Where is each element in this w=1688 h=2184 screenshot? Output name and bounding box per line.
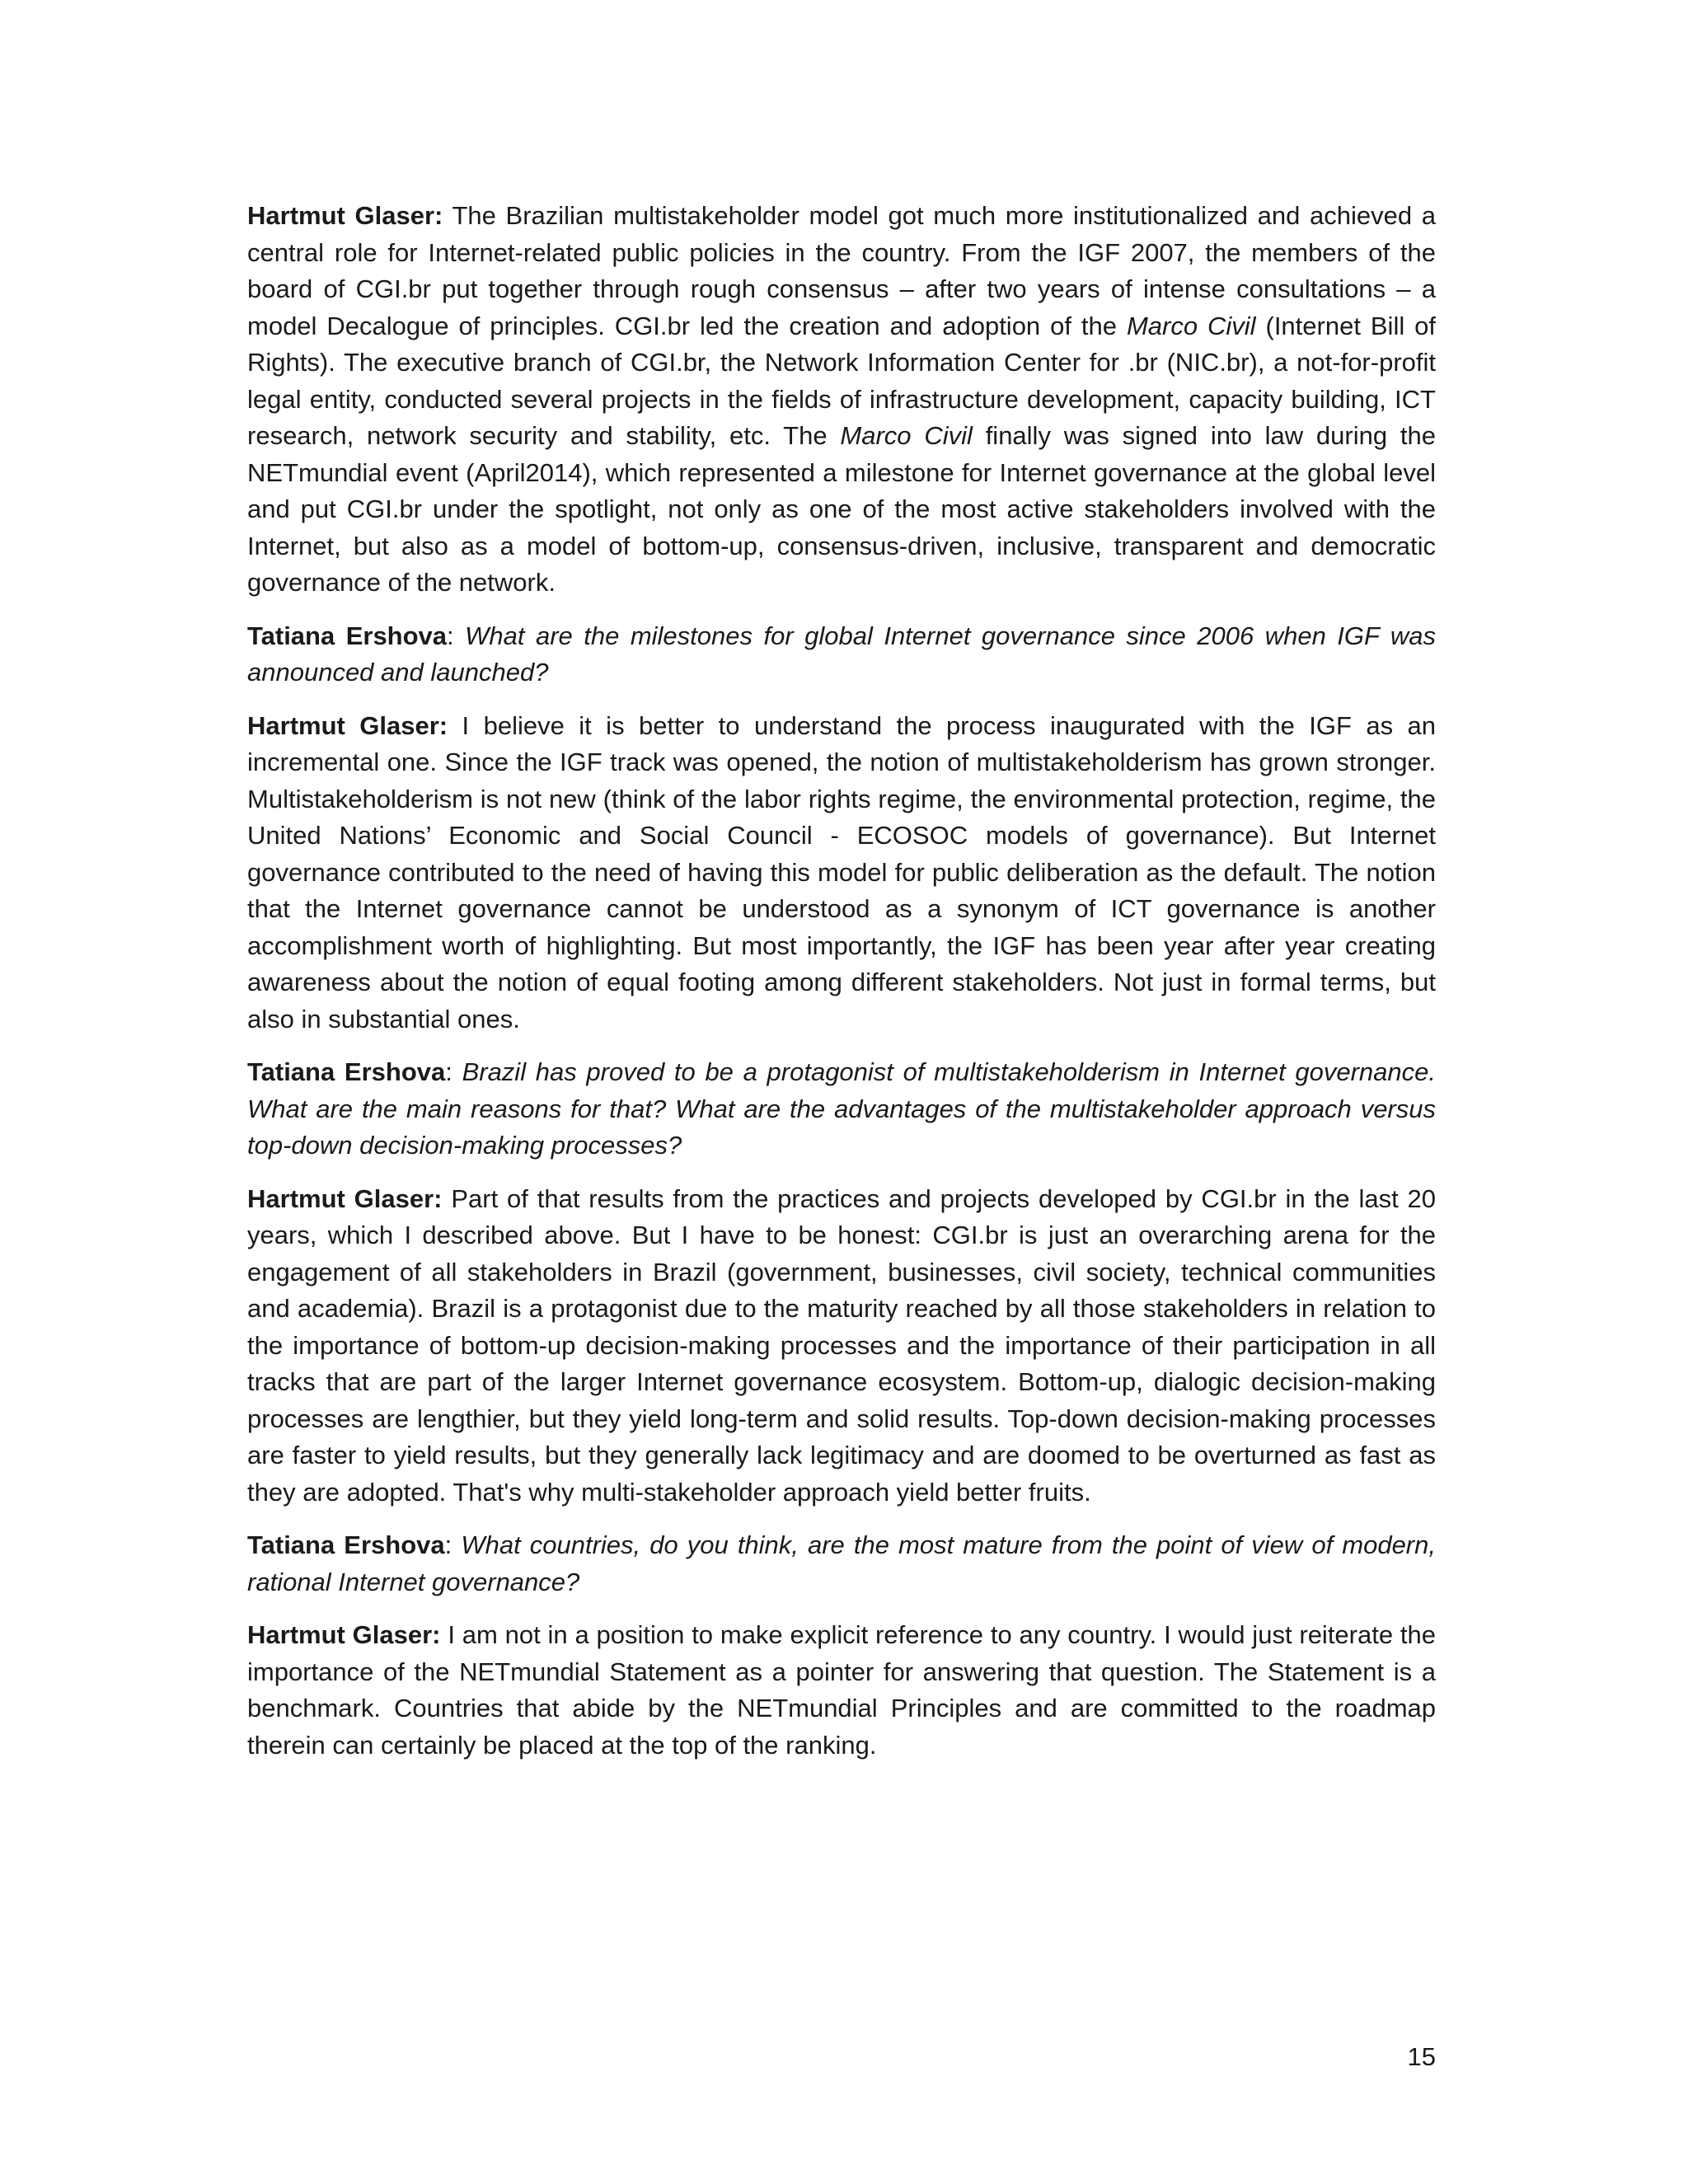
speaker-name: Tatiana Ershova bbox=[247, 621, 448, 650]
speaker-name: Hartmut Glaser: bbox=[247, 1620, 441, 1649]
italic-text: Marco Civil bbox=[840, 421, 973, 450]
speaker-separator bbox=[448, 711, 462, 740]
interview-paragraph bbox=[247, 708, 1436, 1038]
interview-body bbox=[247, 198, 1436, 1780]
interview-paragraph bbox=[247, 198, 1436, 602]
interview-paragraph bbox=[247, 618, 1436, 691]
speaker-separator: : bbox=[444, 1530, 462, 1559]
speaker-name: Hartmut Glaser: bbox=[247, 710, 448, 740]
speaker-separator: : bbox=[447, 621, 466, 650]
speaker-name: Tatiana Ershova bbox=[247, 1530, 445, 1559]
speaker-name: Tatiana Ershova bbox=[247, 1057, 446, 1086]
body-text: Part of that results from the practices and projects developed by CGI.br in the last 20 years, which I described above. But I have to be honest: CGI.br is just an overarching arena for the engagement of all stakeholders in Brazil (government, businesses, civil society, technical communities and academia). Brazil is a protagonist due to the maturity reached by all those stakeholders in relation to the importance of bottom-up decision-making processes and the importance of their participation in all tracks that are part of the larger Internet governance ecosystem. Bottom-up, dialogic decision-making processes are lengthier, but they yield long-term and solid results. Top-down decision-making processes are faster to yield results, but they generally lack legitimacy and are doomed to be overturned as fast as they are adopted. That's why multi-stakeholder approach yield better fruits. bbox=[247, 1183, 1436, 1507]
speaker-name: Hartmut Glaser: bbox=[247, 1183, 443, 1213]
body-text: I am not in a position to make explicit reference to any country. I would just reiterate the importance of the NETmundial Statement as a pointer for answering that question. The Statement is a benchmark. Countries that abide by the NETmundial Principles and are committed to the roadmap therein can certainly be placed at the top of the ranking. bbox=[247, 1620, 1436, 1760]
italic-text: Marco Civil bbox=[1126, 311, 1256, 340]
speaker-separator bbox=[443, 1184, 452, 1213]
italic-text: What countries, do you think, are the most mature from the point of view of modern, rational Internet governance? bbox=[247, 1530, 1436, 1596]
body-text: finally was signed into law during the NETmundial event (April2014), which represented a milestone for Internet governance at the global level and put CGI.br under the spotlight, not only as one of the most active stakeholders involved with the Internet, but also as a model of bottom-up, consensus-driven, inclusive, transparent and democratic governance of the network. bbox=[247, 421, 1436, 597]
speaker-separator bbox=[443, 201, 452, 230]
page-number: 15 bbox=[1407, 2042, 1436, 2071]
body-text: The Brazilian multistakeholder model got much more institutionalized and achieved a central role for Internet-related public policies in the country. From the IGF 2007, the members of the board of CGI.br put together through rough consensus – after two years of intense consultations – a model Decalogue of principles. CGI.br led the creation and adoption of the bbox=[247, 201, 1437, 340]
italic-text: Brazil has proved to be a protagonist of multistakeholderism in Internet governance. What are the main reasons for that? What are the advantages of the multistakeholder approach versus top-down decision-making processes? bbox=[247, 1057, 1436, 1160]
interview-paragraph bbox=[247, 1617, 1436, 1764]
body-text: I believe it is better to understand the process inaugurated with the IGF as an incremental one. Since the IGF track was opened, the notion of multistakeholderism has grown stronger. Multistakeholderism is not new (think of the labor rights regime, the environmental protection, regime, the United Nations’ Economic and Social Council - ECOSOC models of governance). But Internet governance contributed to the need of having this model for public deliberation as the default. The notion that the Internet governance cannot be understood as a synonym of ICT governance is another accomplishment worth of highlighting. But most importantly, the IGF has been year after year creating awareness about the notion of equal footing among different stakeholders. Not just in formal terms, but also in substantial ones. bbox=[247, 710, 1436, 1033]
body-text: (Internet Bill of Rights). The executive branch of CGI.br, the Network Information Center for .br (NIC.br), a not-for-profit legal entity, conducted several projects in the fields of infrastructure development, capacity building, ICT research, network security and stability, etc. The bbox=[247, 311, 1437, 450]
interview-paragraph bbox=[247, 1181, 1436, 1511]
speaker-separator bbox=[441, 1620, 448, 1649]
italic-text: What are the milestones for global Internet governance since 2006 when IGF was announced and launched? bbox=[247, 621, 1436, 687]
interview-paragraph bbox=[247, 1527, 1436, 1601]
speaker-name: Hartmut Glaser: bbox=[247, 201, 443, 230]
interview-paragraph bbox=[247, 1054, 1436, 1165]
speaker-separator: : bbox=[445, 1057, 462, 1086]
